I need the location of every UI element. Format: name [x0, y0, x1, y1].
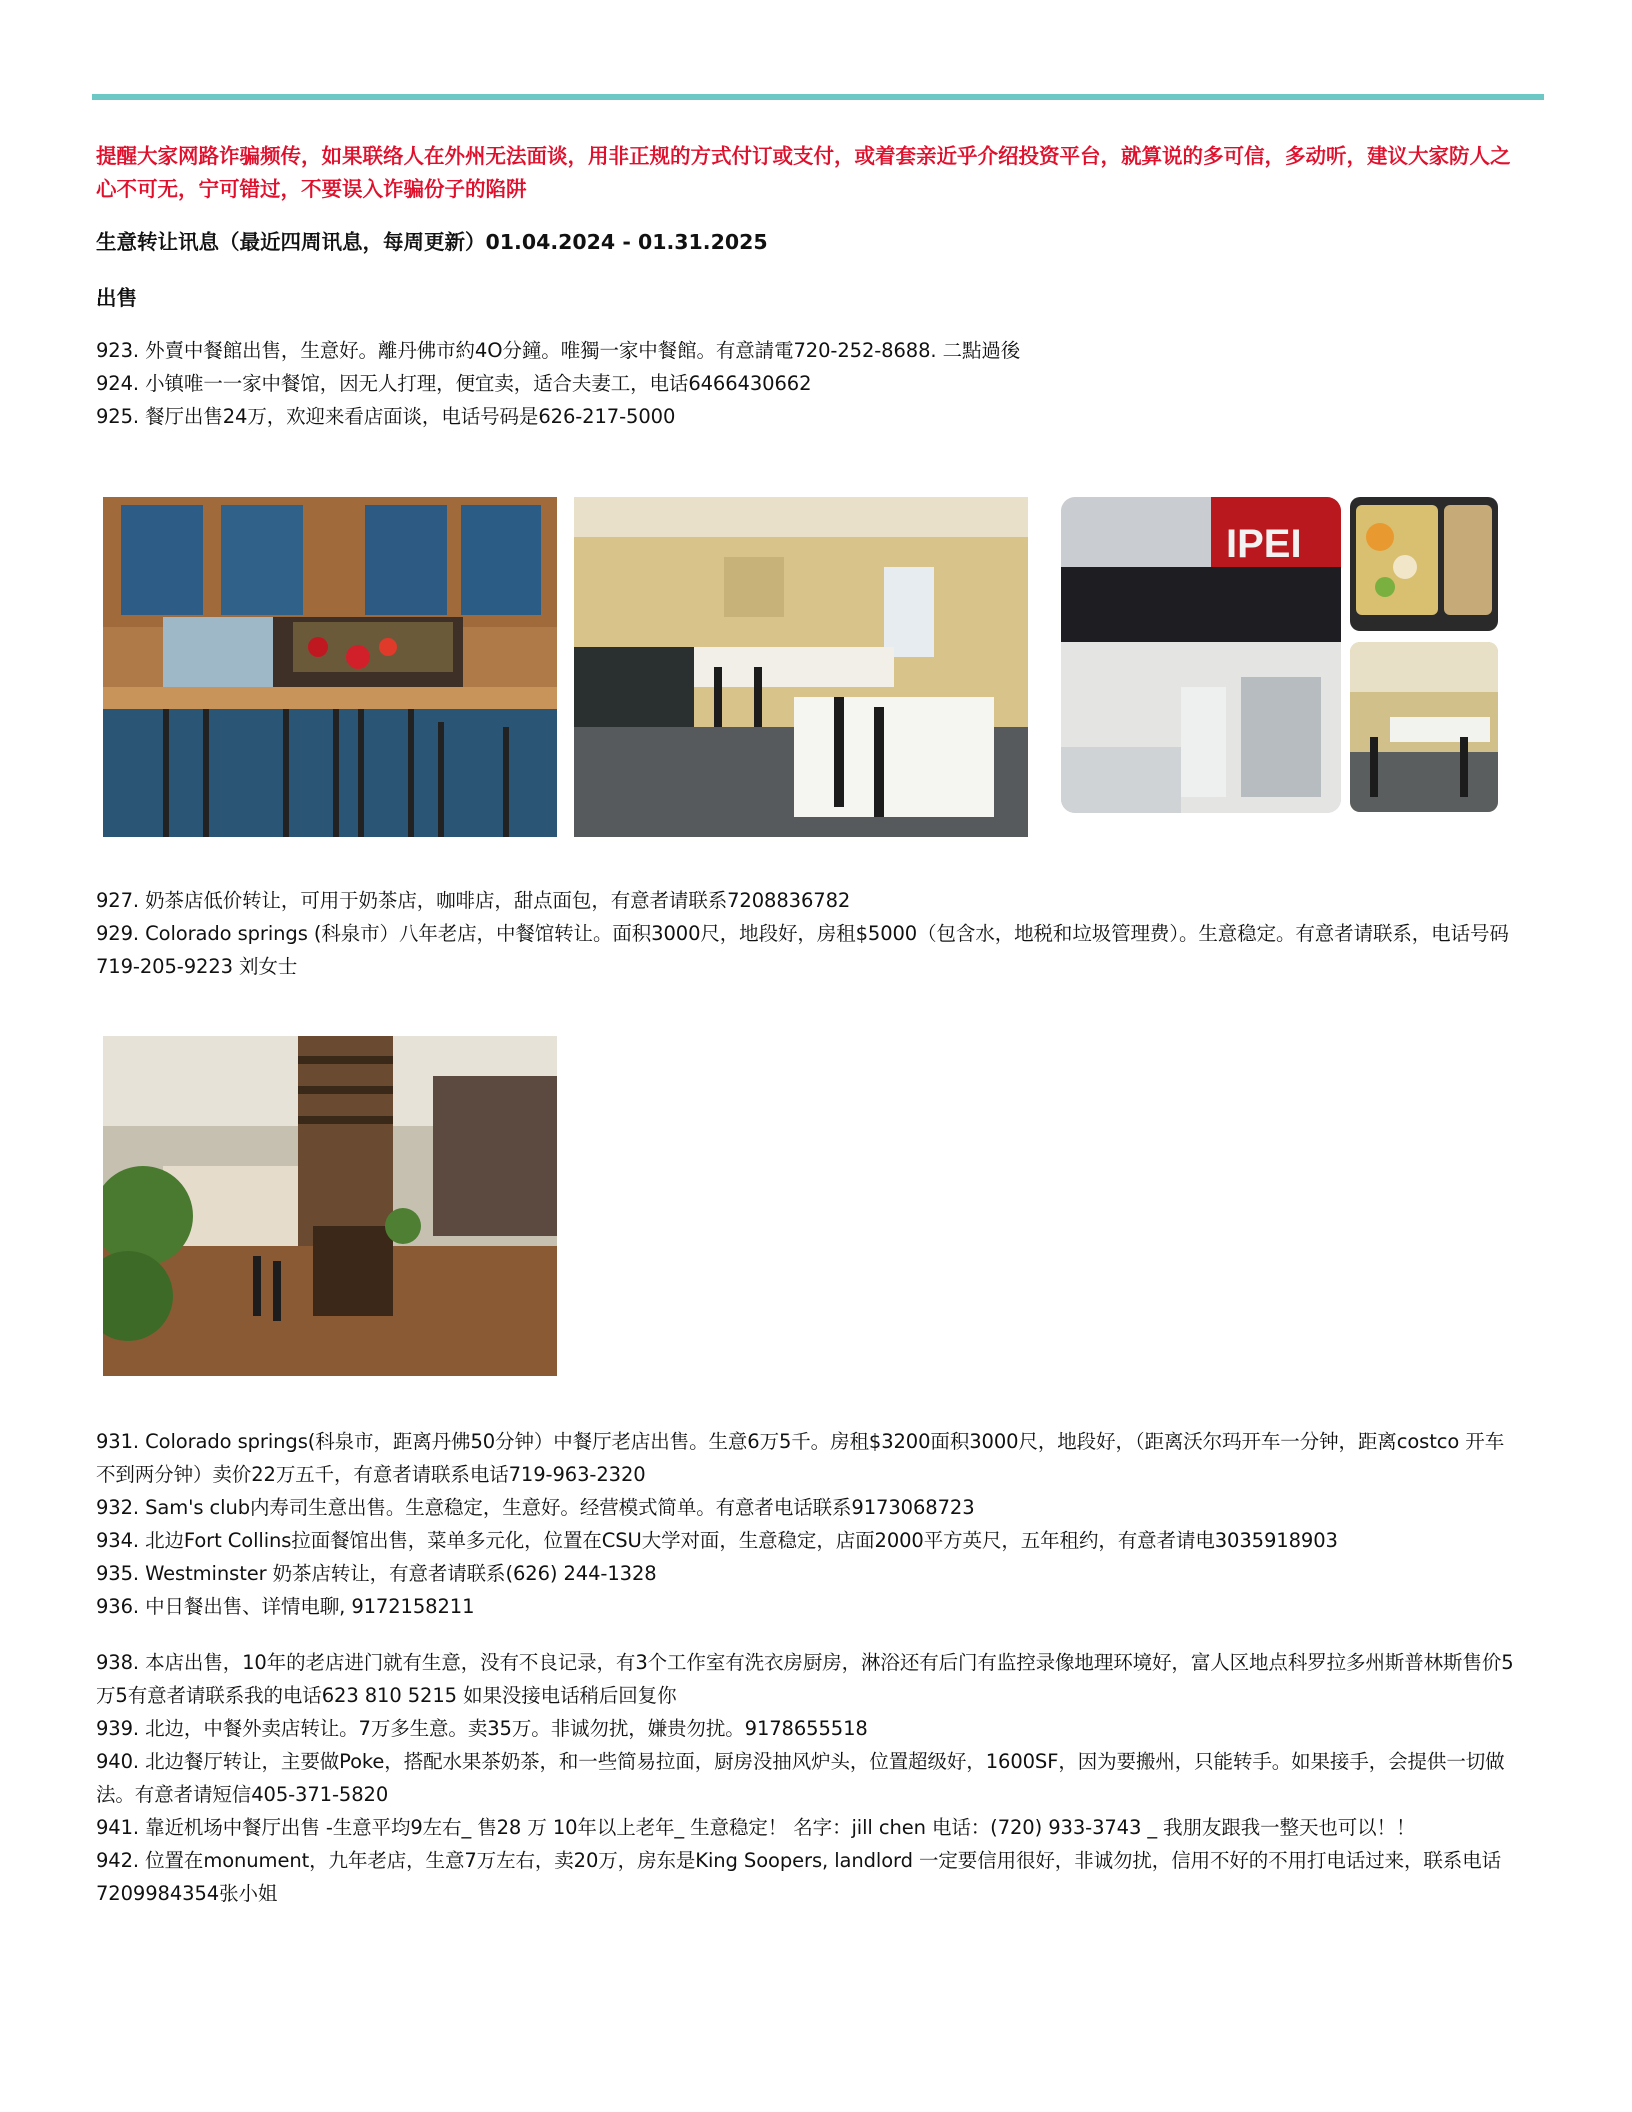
restaurant-interior-photo: [103, 1036, 557, 1376]
listing-item: 929. Colorado springs (科泉市）八年老店，中餐馆转让。面积3000尺，地段好，房租$5000（包含水，地税和垃圾管理费）。生意稳定。有意者请联系，电话号码719-205-9223 刘女士: [96, 922, 1509, 978]
document-body: [96, 140, 1516, 433]
food-dish-photo: [1350, 497, 1498, 631]
listing-item: 935. Westminster 奶茶店转让，有意者请联系(626) 244-1328: [96, 1562, 657, 1585]
listing-item: 939. 北边，中餐外卖店转让。7万多生意。卖35万。非诚勿扰，嫌贵勿扰。9178655518: [96, 1717, 868, 1740]
listings-headline: 生意转让讯息（最近四周讯息，每周更新）01.04.2024 - 01.31.2025: [96, 230, 768, 254]
listing-item: 941. 靠近机场中餐厅出售 -生意平均9左右_ 售28 万 10年以上老年_ 生意稳定！ 名字：jill chen 电话：(720) 933-3743 _ 我朋友跟我一整天也可以！！: [96, 1816, 1416, 1839]
listing-item: 936. 中日餐出售、详情电聊, 9172158211: [96, 1595, 475, 1618]
listing-group-4-wrap: [96, 1646, 1516, 1910]
storefront-sign: IPEI: [1226, 522, 1302, 566]
listing-group-3-wrap: [96, 1425, 1516, 1623]
storefront-photo: [1061, 497, 1341, 813]
listing-group-1: [96, 334, 1516, 433]
interior-photo-small: [1350, 642, 1498, 812]
listing-item: 934. 北边Fort Collins拉面餐馆出售，菜单多元化，位置在CSU大学对面，生意稳定，店面2000平方英尺，五年租约，有意者请电3035918903: [96, 1529, 1338, 1552]
listing-item: 927. 奶茶店低价转让，可用于奶茶店，咖啡店，甜点面包，有意者请联系7208836782: [96, 889, 851, 912]
restaurant-bar-photo: [103, 497, 557, 837]
listing-item: 931. Colorado springs(科泉市，距离丹佛50分钟）中餐厅老店出售。生意6万5千。房租$3200面积3000尺，地段好，（距离沃尔玛开车一分钟，距离costco 开车不到两分钟）卖价22万五千，有意者请联系电话719-963-2320: [96, 1430, 1505, 1486]
scam-warning: 提醒大家网路诈骗频传，如果联络人在外州无法面谈，用非正规的方式付订或支付，或着套亲近乎介绍投资平台，就算说的多可信，多动听，建议大家防人之心不可无，宁可错过，不要误入诈骗份子的陷阱: [96, 144, 1511, 201]
listing-item: 925. 餐厅出售24万，欢迎来看店面谈，电话号码是626-217-5000: [96, 405, 676, 428]
listing-item: 940. 北边餐厅转让，主要做Poke，搭配水果茶奶茶，和一些简易拉面，厨房没抽风炉头，位置超级好，1600SF，因为要搬州，只能转手。如果接手，会提供一切做法。有意者请短信405-371-5820: [96, 1750, 1505, 1806]
listing-item: 938. 本店出售，10年的老店进门就有生意，没有不良记录，有3个工作室有洗衣房厨房，淋浴还有后门有监控录像地理环境好，富人区地点科罗拉多州斯普林斯售价5万5有意者请联系我的电话623 810 5215 如果没接电话稍后回复你: [96, 1651, 1514, 1707]
listing-group-2-wrap: [96, 884, 1516, 983]
listing-item: 924. 小镇唯一一家中餐馆，因无人打理，便宜卖，适合夫妻工，电话6466430662: [96, 372, 812, 395]
listing-item: 923. 外賣中餐館出售，生意好。離丹佛市約4O分鐘。唯獨一家中餐館。有意請電720-252-8688. 二點過後: [96, 339, 1021, 362]
section-for-sale: 出售: [96, 286, 137, 310]
listing-item: 932. Sam's club内寿司生意出售。生意稳定，生意好。经营模式简单。有意者电话联系9173068723: [96, 1496, 975, 1519]
top-divider: [92, 94, 1544, 100]
listing-item: 942. 位置在monument，九年老店，生意7万左右，卖20万，房东是King Soopers, landlord 一定要信用很好，非诚勿扰，信用不好的不用打电话过来，联系电话7209984354张小姐: [96, 1849, 1502, 1905]
dining-room-photo: [574, 497, 1028, 837]
